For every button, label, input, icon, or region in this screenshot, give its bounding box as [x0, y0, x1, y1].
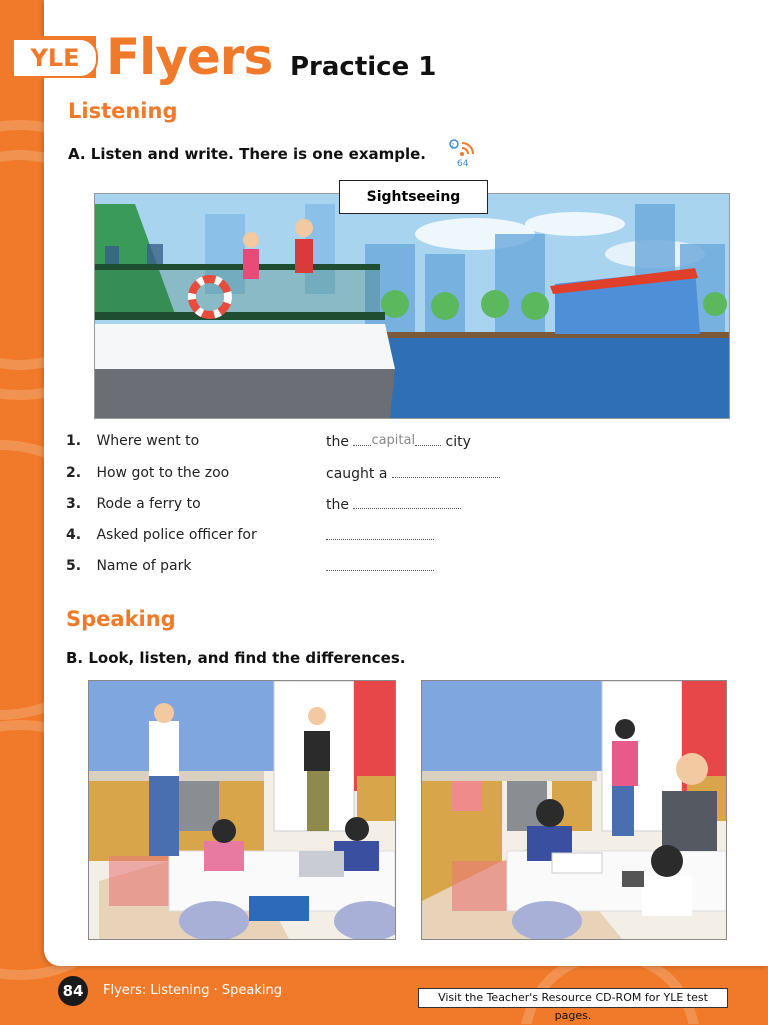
kitchen-picture-right: [421, 680, 727, 940]
answer-suffix: city: [445, 434, 471, 450]
question-prompt: How got to the zoo: [96, 465, 230, 481]
footer-section: Flyers: Listening · Speaking: [103, 983, 282, 998]
audio-track-icon: [448, 138, 478, 168]
answer-line: [326, 527, 434, 544]
question-number: 1.: [66, 433, 82, 449]
question-row: [66, 527, 257, 543]
question-prompt: Where went to: [96, 433, 200, 449]
answer-written: capital: [371, 433, 416, 448]
answer-prefix: the: [326, 497, 349, 513]
answer-blank: [415, 433, 441, 446]
question-row: [66, 496, 201, 512]
question-prompt: Asked police officer for: [96, 527, 257, 543]
question-prompt: Name of park: [96, 558, 192, 574]
answer-line: [326, 465, 500, 482]
kitchen-picture-left: [88, 680, 396, 940]
answer-blank[interactable]: [353, 496, 461, 509]
answer-blank: [353, 433, 371, 446]
picture-label: Sightseeing: [339, 180, 488, 214]
question-number: 3.: [66, 496, 82, 512]
question-number: 4.: [66, 527, 82, 543]
level-title: Flyers: [106, 28, 273, 86]
answer-blank[interactable]: [326, 558, 434, 571]
speaking-heading: Speaking: [66, 607, 176, 631]
page-number: 84: [58, 976, 88, 1006]
speaking-instruction: B. Look, listen, and find the differences.: [66, 649, 406, 667]
answer-prefix: the: [326, 434, 349, 450]
answer-prefix: caught a: [326, 466, 388, 482]
yle-badge: YLE: [12, 38, 98, 78]
answer-line: [326, 433, 471, 450]
listening-instruction: A. Listen and write. There is one example.: [68, 145, 427, 163]
track-prefix: 2: [451, 143, 455, 149]
question-row: [66, 465, 229, 481]
question-row: [66, 433, 199, 449]
answer-blank[interactable]: [326, 527, 434, 540]
question-number: 2.: [66, 465, 82, 481]
answer-line: [326, 496, 461, 513]
answer-blank[interactable]: [392, 465, 500, 478]
practice-title: Practice 1: [290, 52, 437, 82]
listening-heading: Listening: [68, 99, 178, 123]
answer-line: [326, 558, 434, 575]
question-number: 5.: [66, 558, 82, 574]
footer-note: Visit the Teacher's Resource CD-ROM for YLE test pages.: [418, 988, 728, 1008]
sightseeing-picture: [94, 193, 730, 419]
question-prompt: Rode a ferry to: [96, 496, 201, 512]
track-number: 64: [457, 159, 469, 168]
question-row: [66, 558, 191, 574]
